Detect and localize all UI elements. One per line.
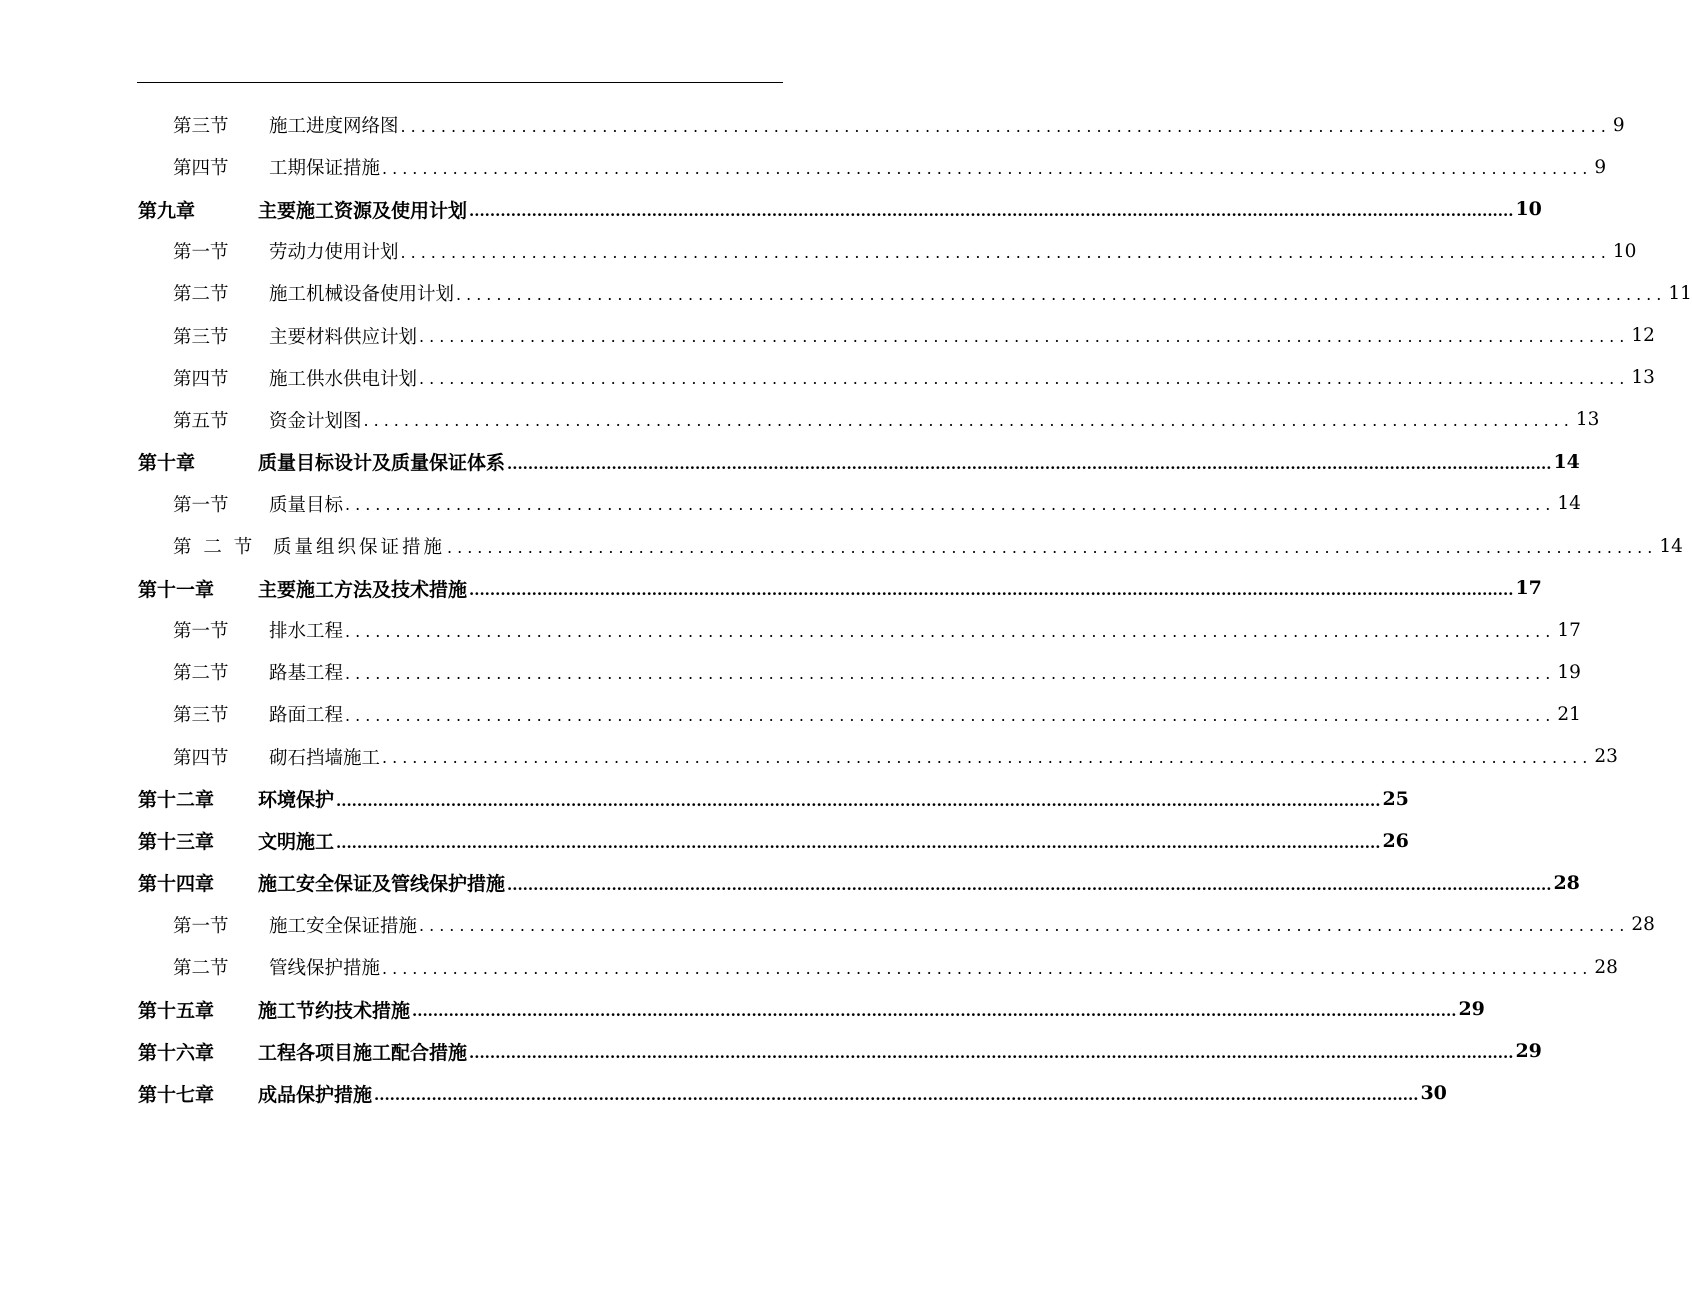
toc-entry-label: 第十五章 bbox=[138, 999, 215, 1022]
toc-dot-leader: ........................................................................................................................ bbox=[400, 242, 1611, 262]
toc-entry-title: 主要材料供应计划 bbox=[269, 326, 418, 348]
toc-dot-leader: ........................................................................................................................................................................................................ bbox=[469, 1044, 1514, 1063]
toc-section-entry[interactable] bbox=[173, 610, 1581, 650]
toc-entry-title: 砌石挡墙施工 bbox=[269, 747, 381, 769]
toc-entry-title: 管线保护措施 bbox=[269, 958, 381, 979]
toc-section-entry[interactable] bbox=[173, 484, 1581, 524]
toc-entry-title: 路面工程 bbox=[269, 705, 344, 727]
toc-entry-label: 第九章 bbox=[138, 199, 196, 222]
toc-section-entry[interactable] bbox=[173, 652, 1581, 692]
toc-dot-leader: ........................................................................................................................ bbox=[456, 284, 1667, 304]
toc-dot-leader: ........................................................................................................................ bbox=[447, 537, 1658, 557]
toc-dot-leader: ........................................................................................................................ bbox=[363, 411, 1574, 431]
toc-entry-title: 主要施工资源及使用计划 bbox=[258, 199, 468, 222]
toc-dot-leader: ........................................................................................................................................................................................................ bbox=[336, 791, 1381, 810]
toc-entry-title: 主要施工方法及技术措施 bbox=[258, 578, 468, 601]
toc-dot-leader: ........................................................................................................................................................................................................ bbox=[469, 581, 1514, 600]
toc-section-entry[interactable] bbox=[173, 526, 1683, 566]
toc-chapter-entry[interactable] bbox=[138, 1073, 1447, 1113]
toc-dot-leader: ........................................................................................................................ bbox=[400, 116, 1611, 136]
toc-chapter-entry[interactable] bbox=[138, 821, 1409, 861]
toc-page-number: 29 bbox=[1515, 1040, 1542, 1063]
toc-entry-title: 质量目标 bbox=[269, 494, 344, 516]
toc-dot-leader: ........................................................................................................................ bbox=[345, 663, 1556, 683]
toc-page-number: 17 bbox=[1515, 577, 1542, 600]
toc-entry-title: 劳动力使用计划 bbox=[269, 242, 399, 264]
toc-entry-title: 环境保护 bbox=[258, 789, 335, 812]
toc-dot-leader: ........................................................................................................................ bbox=[382, 158, 1593, 178]
toc-page-number: 30 bbox=[1420, 1082, 1447, 1105]
toc-entry-title: 施工进度网络图 bbox=[269, 116, 399, 137]
toc-entry-title: 排水工程 bbox=[269, 621, 344, 643]
toc-entry-title: 工程各项目施工配合措施 bbox=[258, 1041, 468, 1064]
toc-entry-label: 第十四章 bbox=[138, 873, 215, 896]
toc-chapter-entry[interactable] bbox=[138, 863, 1580, 903]
toc-section-entry[interactable] bbox=[173, 147, 1607, 187]
toc-page-number: 17 bbox=[1557, 619, 1581, 641]
toc-entry-label: 第一节 bbox=[173, 915, 229, 937]
toc-entry-title: 路基工程 bbox=[269, 663, 344, 685]
toc-entry-label: 第三节 bbox=[173, 116, 229, 137]
toc-dot-leader: ........................................................................................................................................................................................................ bbox=[507, 875, 1552, 894]
toc-entry-title: 施工机械设备使用计划 bbox=[269, 284, 455, 306]
toc-entry-label: 第四节 bbox=[173, 368, 229, 390]
toc-dot-leader: ........................................................................................................................................................................................................ bbox=[507, 454, 1552, 473]
toc-page-number: 28 bbox=[1553, 871, 1580, 894]
toc-page-number: 12 bbox=[1631, 325, 1655, 346]
toc-entry-title: 资金计划图 bbox=[269, 410, 362, 432]
toc-section-entry[interactable] bbox=[173, 273, 1692, 313]
toc-dot-leader: ........................................................................................................................ bbox=[345, 495, 1556, 515]
toc-dot-leader: ........................................................................................................................ bbox=[345, 705, 1556, 725]
toc-dot-leader: ........................................................................................................................................................................................................ bbox=[374, 1086, 1419, 1105]
toc-section-entry[interactable] bbox=[173, 905, 1655, 945]
toc-section-entry[interactable] bbox=[173, 737, 1618, 777]
toc-entry-label: 第三节 bbox=[173, 326, 229, 348]
toc-entry-label: 第十一章 bbox=[138, 578, 215, 601]
toc-chapter-entry[interactable] bbox=[138, 568, 1542, 608]
toc-page-number: 10 bbox=[1515, 198, 1542, 221]
toc-entry-label: 第三节 bbox=[173, 705, 229, 727]
toc-entry-title: 文明施工 bbox=[258, 831, 335, 854]
toc-entry-label: 第十二章 bbox=[138, 789, 215, 812]
toc-entry-label: 第一节 bbox=[173, 494, 229, 516]
toc-entry-title: 质量目标设计及质量保证体系 bbox=[258, 452, 506, 475]
toc-entry-label: 第二节 bbox=[173, 284, 229, 306]
toc-page-number: 29 bbox=[1458, 998, 1485, 1021]
toc-section-entry[interactable] bbox=[173, 105, 1625, 145]
toc-page-number: 25 bbox=[1382, 787, 1409, 810]
toc-page-number: 9 bbox=[1594, 156, 1607, 178]
toc-section-entry[interactable] bbox=[173, 231, 1637, 271]
toc-page-number: 28 bbox=[1631, 914, 1655, 936]
toc-dot-leader: ........................................................................................................................................................................................................ bbox=[469, 202, 1514, 221]
toc-entry-label: 第十七章 bbox=[138, 1083, 215, 1106]
toc-entry-label: 第二节 bbox=[173, 958, 229, 979]
toc-entry-title: 质量组织保证措施 bbox=[273, 537, 446, 558]
toc-chapter-entry[interactable] bbox=[138, 1031, 1542, 1071]
toc-page-number: 14 bbox=[1659, 535, 1683, 557]
toc-dot-leader: ........................................................................................................................ bbox=[419, 327, 1630, 346]
toc-page-number: 21 bbox=[1557, 703, 1581, 725]
toc-dot-leader: ........................................................................................................................................................................................................ bbox=[412, 1002, 1457, 1021]
toc-dot-leader: ........................................................................................................................................................................................................ bbox=[336, 833, 1381, 852]
toc-dot-leader: ........................................................................................................................ bbox=[345, 621, 1556, 641]
toc-page-number: 9 bbox=[1612, 114, 1625, 136]
toc-entry-label: 第五节 bbox=[173, 410, 229, 432]
toc-chapter-entry[interactable] bbox=[138, 989, 1485, 1029]
toc-chapter-entry[interactable] bbox=[138, 442, 1580, 482]
toc-page-number: 19 bbox=[1557, 661, 1581, 683]
toc-section-entry[interactable] bbox=[173, 316, 1655, 356]
toc-entry-label: 第一节 bbox=[173, 621, 229, 643]
toc-page-number: 13 bbox=[1631, 367, 1655, 389]
toc-entry-label: 第 二 节 bbox=[173, 537, 256, 558]
toc-section-entry[interactable] bbox=[173, 358, 1655, 398]
toc-section-entry[interactable] bbox=[173, 694, 1581, 734]
toc-entry-label: 第十三章 bbox=[138, 831, 215, 854]
toc-chapter-entry[interactable] bbox=[138, 779, 1409, 819]
toc-entry-title: 施工安全保证及管线保护措施 bbox=[258, 873, 506, 896]
toc-page-number: 14 bbox=[1557, 493, 1581, 515]
toc-entry-title: 成品保护措施 bbox=[258, 1083, 373, 1106]
toc-entry-title: 施工节约技术措施 bbox=[258, 999, 411, 1022]
toc-entry-label: 第十六章 bbox=[138, 1041, 215, 1064]
header-rule bbox=[137, 82, 783, 83]
toc-section-entry[interactable] bbox=[173, 947, 1618, 987]
toc-chapter-entry[interactable] bbox=[138, 189, 1542, 229]
toc-page-number: 23 bbox=[1594, 746, 1618, 767]
toc-entry-title: 施工安全保证措施 bbox=[269, 915, 418, 937]
toc-entry-title: 施工供水供电计划 bbox=[269, 368, 418, 390]
toc-entry-label: 第二节 bbox=[173, 663, 229, 685]
toc-page-number: 13 bbox=[1575, 409, 1600, 431]
toc-page-number: 26 bbox=[1382, 829, 1409, 852]
toc-dot-leader: ........................................................................................................................ bbox=[419, 916, 1630, 936]
toc-section-entry[interactable] bbox=[173, 400, 1600, 440]
toc-dot-leader: ........................................................................................................................ bbox=[382, 748, 1593, 767]
toc-entry-label: 第四节 bbox=[173, 158, 229, 180]
toc-entry-label: 第四节 bbox=[173, 747, 229, 769]
toc-entry-label: 第一节 bbox=[173, 242, 229, 264]
toc-page-number: 11 bbox=[1668, 282, 1692, 304]
toc-entry-label: 第十章 bbox=[138, 452, 196, 475]
toc-page-number: 10 bbox=[1612, 240, 1637, 262]
toc-dot-leader: ........................................................................................................................ bbox=[382, 958, 1593, 978]
toc-dot-leader: ........................................................................................................................ bbox=[419, 369, 1630, 389]
toc-page-number: 14 bbox=[1553, 450, 1580, 473]
toc-page-number: 28 bbox=[1594, 956, 1618, 978]
toc-entry-title: 工期保证措施 bbox=[269, 158, 381, 180]
